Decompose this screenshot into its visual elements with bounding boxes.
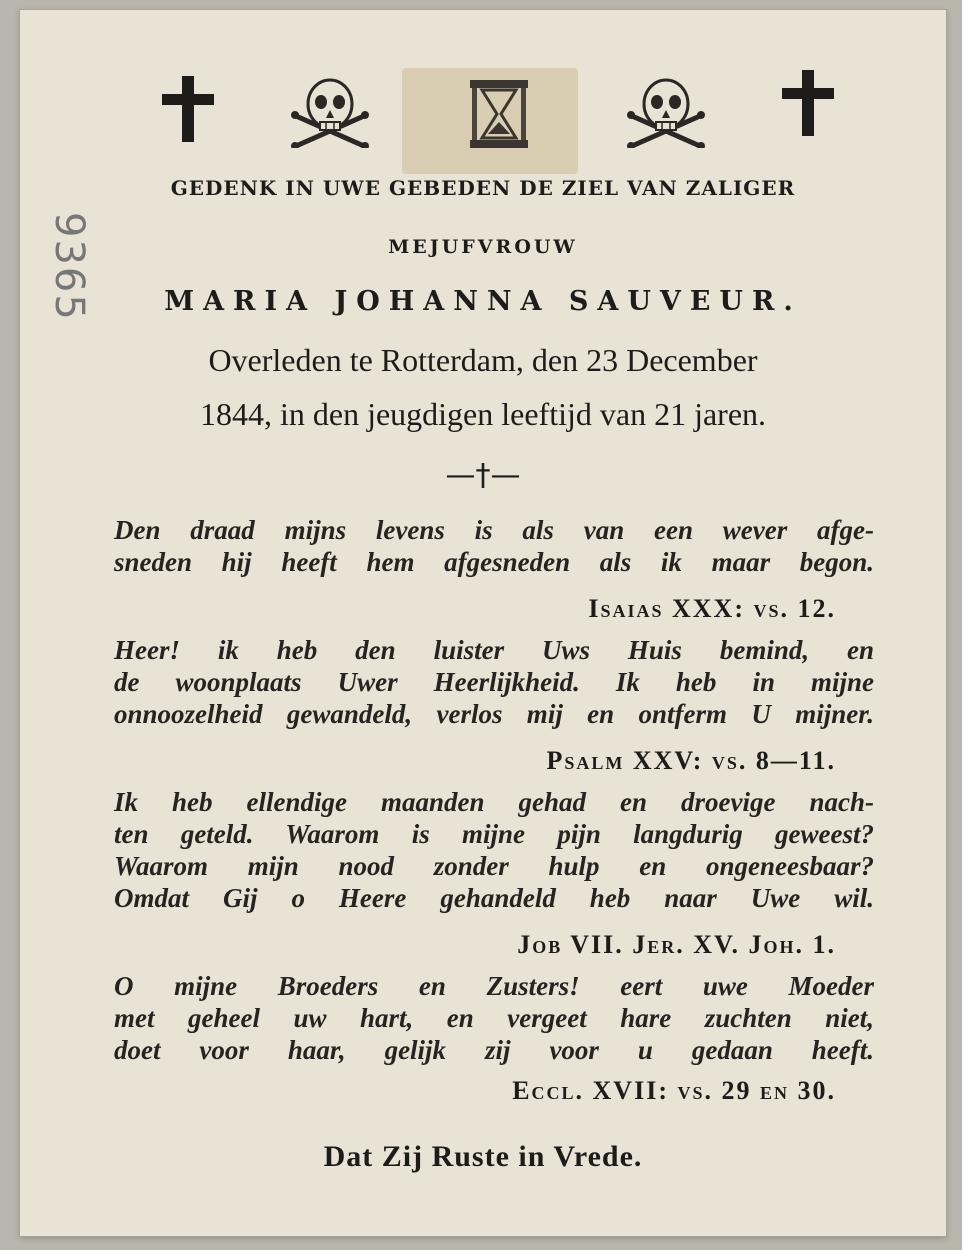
verse-line: Heer! ik heb den luister Uws Huis bemind, en <box>114 635 874 665</box>
death-line-2: 1844, in den jeugdigen leeftijd van 21 jaren. <box>199 396 767 432</box>
verse-line: doet voor haar, gelijk zij voor u gedaan heeft. <box>114 1035 874 1065</box>
verse-line: met geheel uw hart, en vergeet hare zuchten niet, <box>114 1003 874 1033</box>
verse-2 <box>114 634 874 730</box>
verse-line: de woonplaats Uwer Heerlijkheid. Ik heb in mijne <box>114 667 874 697</box>
cross-divider: —†— <box>445 458 521 493</box>
verse-3 <box>114 786 874 914</box>
verse-line: Den draad mijns levens is als van een wever afge- <box>114 515 874 545</box>
death-line-1: Overleden te Rotterdam, den 23 December <box>208 342 758 378</box>
verse-line: Ik heb ellendige maanden gehad en droevige nach- <box>114 787 874 817</box>
cross-icon <box>780 68 836 138</box>
verse-line: onnoozelheid gewandeld, verlos mij en ontferm U mijner. <box>114 699 874 729</box>
verse-line: ten geteld. Waarom is mijne pijn langdurig geweest? <box>114 819 874 849</box>
verse-line: sneden hij heeft hem afgesneden als ik maar begon. <box>114 547 874 577</box>
verse-line: O mijne Broeders en Zusters! eert uwe Moeder <box>114 971 874 1001</box>
verse-4 <box>114 970 874 1066</box>
verse-reference: Eccl. XVII: vs. 29 en 30. <box>512 1076 836 1105</box>
hourglass-icon <box>466 78 532 150</box>
deceased-name: MARIA JOHANNA SAUVEUR. <box>164 286 802 317</box>
verse-reference: Job VII. Jer. XV. Joh. 1. <box>517 930 836 959</box>
verse-reference: Isaias XXX: vs. 12. <box>588 594 836 623</box>
memorial-card: 9365 GEDENK IN UWE GEBEDEN DE ZIEL VAN ZALIGER MEJUFVROUW MARIA JOHANNA SAUVEUR. Overleden te Rotterdam, den 23 December 1844, in den jeugdigen leeftijd van 21 jaren. —†— Den draad mijns levens is als van een wever afge- sneden hij heeft hem afgesneden als ik maar begon. Isaias XXX: vs. 12. Heer! ik heb den luister Uws Huis bemind, en de woonplaats Uwer Heerlijkheid. Ik heb in mijne onnoozelheid gewandeld, verlos mij en ontferm U mijner. Psalm XXV: vs. 8—11. Ik heb ellendige maanden gehad en droevige nach- ten geteld. Waarom is mijne pijn langdurig geweest? Waarom mijn nood zonder hulp en ongeneesbaar? Omdat Gij o Heere gehandeld heb naar Uwe wil. Job VII. Jer. XV. Joh. 1. O mijne Broeders en Zusters! eert uwe Moeder met geheel uw hart, en vergeet hare zuchten niet, doet voor haar, gelijk zij voor u gedaan heeft. Eccl. XVII: vs. 29 en 30. Dat Zij Ruste in Vrede. <box>20 10 946 1236</box>
title-line: MEJUFVROUW <box>388 236 578 258</box>
skull-crossbones-icon <box>288 76 372 148</box>
verse-reference: Psalm XXV: vs. 8—11. <box>546 746 836 775</box>
verse-line: Waarom mijn nood zonder hulp en ongeneesbaar? <box>114 851 874 881</box>
invocation-line: GEDENK IN UWE GEBEDEN DE ZIEL VAN ZALIGER <box>170 176 796 200</box>
verse-1 <box>114 514 874 578</box>
closing-line: Dat Zij Ruste in Vrede. <box>323 1140 643 1173</box>
cross-icon <box>160 74 216 144</box>
verse-line: Omdat Gij o Heere gehandeld heb naar Uwe wil. <box>114 883 874 913</box>
skull-crossbones-icon <box>624 76 708 148</box>
